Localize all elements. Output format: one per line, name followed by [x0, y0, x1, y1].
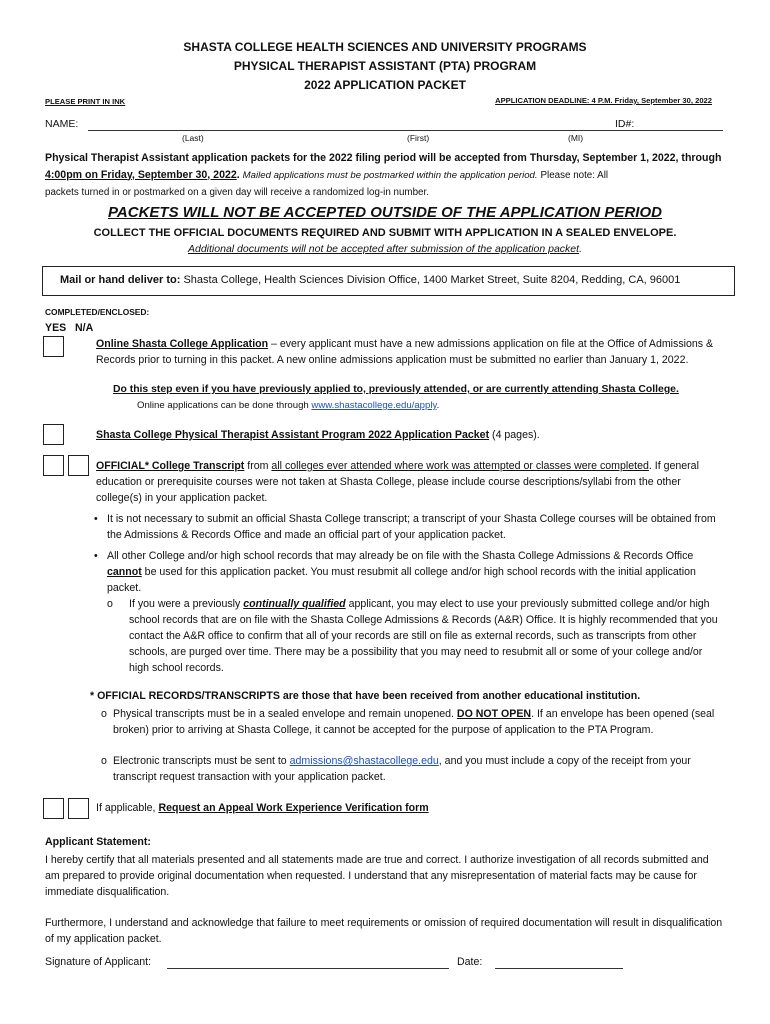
applicant-statement-p2: Furthermore, I understand and acknowledge that failure to meet requirements or omission of required documentation will result in disqualification of my application packet.	[45, 917, 723, 945]
official-marker-icon: o	[101, 755, 107, 767]
official-o2-text	[113, 753, 719, 785]
sub-a: If you were a previously	[129, 598, 244, 610]
item-online-application	[96, 336, 726, 368]
name-row	[45, 118, 723, 132]
applicant-statement-heading: Applicant Statement:	[45, 836, 151, 848]
name-field[interactable]	[88, 130, 658, 131]
id-field[interactable]	[636, 130, 723, 131]
bullet2-b: be used for this application packet. You must resubmit all college and/or high school records with the initial application packet.	[107, 566, 696, 594]
bullet2-text	[107, 548, 719, 596]
last-name-caption: (Last)	[182, 133, 204, 143]
yes-na-header: YES N/A	[45, 322, 94, 334]
additional-docs-end: .	[579, 243, 582, 255]
item1-online-text: Online applications can be done through	[137, 400, 312, 411]
checkbox-appeal-na[interactable]	[68, 798, 89, 819]
admissions-email-link[interactable]: admissions@shastacollege.edu	[289, 755, 439, 767]
signature-row	[45, 956, 725, 972]
completed-enclosed-label: COMPLETED/ENCLOSED:	[45, 307, 150, 317]
item2-title: Shasta College Physical Therapist Assistant Program 2022 Application Packet	[96, 429, 490, 441]
mail-address-box	[42, 266, 735, 296]
bullet1-text: It is not necessary to submit an official Shasta College transcript; a transcript of your Shasta College courses will be obtained from the Admissions & Records Office and made an official part of your application packet.	[107, 513, 716, 541]
signature-label: Signature of Applicant:	[45, 956, 152, 968]
item1-online-note	[137, 400, 439, 411]
official-marker-icon: o	[101, 708, 107, 720]
additional-docs-note	[0, 243, 770, 255]
intro-randomized-note: packets turned in or postmarked on a given day will receive a randomized log-in number.	[45, 187, 429, 198]
official-physical-transcripts	[101, 706, 721, 754]
subbullet-marker-icon: o	[107, 598, 113, 610]
o2-a: Electronic transcripts must be sent to	[113, 755, 290, 767]
item-appeal-form	[96, 802, 429, 814]
item-college-transcript	[96, 458, 726, 506]
item1-title: Online Shasta College Application	[96, 338, 269, 350]
item3-title: OFFICIAL* College Transcript	[96, 460, 245, 472]
bullet-other-records	[96, 548, 721, 596]
official-o1-text	[113, 706, 719, 738]
item3-from: from	[244, 460, 272, 472]
checkbox-transcript-yes[interactable]	[43, 455, 64, 476]
name-label: NAME:	[45, 118, 79, 130]
sub-continually-qualified: continually qualified	[243, 598, 346, 610]
first-name-caption: (First)	[407, 133, 430, 143]
id-label: ID#:	[615, 118, 635, 130]
item-application-packet	[96, 427, 726, 443]
bullet-shasta-transcript	[96, 511, 721, 545]
mail-address: Shasta College, Health Sciences Division Office, 1400 Market Street, Suite 8204, Redding, CA, 96001	[183, 274, 681, 286]
mail-label: Mail or hand deliver to:	[60, 274, 181, 286]
middle-initial-caption: (MI)	[568, 133, 584, 143]
subbullet-text	[129, 596, 723, 676]
signature-field[interactable]	[167, 968, 449, 969]
official-electronic-transcripts	[101, 753, 721, 785]
appeal-prefix: If applicable,	[96, 802, 159, 814]
bullet-dot-icon: •	[94, 513, 98, 525]
application-deadline: APPLICATION DEADLINE: 4 P.M. Friday, September 30, 2022	[495, 96, 712, 105]
additional-docs-text: Additional documents will not be accepted after submission of the application packet	[188, 243, 580, 255]
bullet2-a: All other College and/or high school records that may already be on file with the Shasta College Admissions & Records Office	[107, 550, 694, 562]
print-in-ink-note: PLEASE PRINT IN INK	[45, 97, 126, 106]
intro-deadline: 4:00pm on Friday, September 30, 2022	[45, 168, 237, 181]
item1-online-end: .	[436, 400, 440, 411]
checkbox-transcript-na[interactable]	[68, 455, 89, 476]
title-line-3: 2022 APPLICATION PACKET	[304, 78, 466, 92]
item3-all-colleges: all colleges ever attended where work was attempted or classes were completed	[271, 460, 649, 472]
collect-instruction: COLLECT THE OFFICIAL DOCUMENTS REQUIRED AND SUBMIT WITH APPLICATION IN A SEALED ENVELOPE.	[93, 227, 677, 239]
warning-heading: PACKETS WILL NOT BE ACCEPTED OUTSIDE OF THE APPLICATION PERIOD	[108, 204, 662, 221]
subbullet-continually-qualified	[107, 596, 722, 676]
appeal-title: Request an Appeal Work Experience Verification form	[158, 802, 429, 814]
sub-b: applicant, you may elect to use your previously submitted college and/or high school records that are on file with the Shasta College Admissions & Records (A&R) Office. It is highly recommended that you contact the A&R office to confirm that all of your records are still on file as external records, such as transcripts from other schools, are purged over time. There may be a possibility that you may need to resubmit all or some of your college and/or high school records.	[129, 598, 718, 674]
bullet2-cannot: cannot	[107, 566, 142, 578]
bullet-dot-icon: •	[94, 550, 98, 562]
intro-mailed-note: Mailed applications must be postmarked within the application period.	[242, 169, 538, 181]
o1-b: . If an envelope has been opened (seal broken) prior to arriving at Shasta College, it cannot be accepted for the purpose of application to the PTA Program.	[113, 708, 715, 736]
item2-text: (4 pages).	[489, 429, 540, 441]
item3-text: . If general education or prerequisite courses were not taken at Shasta College, please include course descriptions/syllabi from the other college(s) in your application packet.	[96, 460, 699, 504]
date-field[interactable]	[495, 968, 623, 969]
o1-a: Physical transcripts must be in a sealed envelope and remain unopened.	[113, 708, 457, 720]
checkbox-application-packet-yes[interactable]	[43, 424, 64, 445]
title-line-2: PHYSICAL THERAPIST ASSISTANT (PTA) PROGRAM	[233, 59, 537, 73]
document-title	[0, 38, 770, 95]
o2-b: , and you must include a copy of the receipt from your transcript request transaction with your application packet.	[113, 755, 691, 783]
date-label: Date:	[457, 956, 483, 968]
intro-paragraph	[45, 150, 725, 202]
checkbox-appeal-yes[interactable]	[43, 798, 64, 819]
applicant-statement-p1: I hereby certify that all materials presented and all statements made are true and correct. I authorize investigation of all records submitted and am prepared to provide original documentation when requested. I understand that any misrepresentation of material facts may be cause for immediate disqualification.	[45, 854, 709, 898]
item1-do-this-step: Do this step even if you have previously applied to, previously attended, or are currently attending Shasta College.	[113, 384, 679, 395]
intro-please-note: Please note: All	[540, 169, 609, 181]
title-line-1: SHASTA COLLEGE HEALTH SCIENCES AND UNIVERSITY PROGRAMS	[183, 40, 587, 54]
apply-link[interactable]: www.shastacollege.edu/apply	[311, 400, 437, 411]
official-records-heading: * OFFICIAL RECORDS/TRANSCRIPTS are those that have been received from another educational institution.	[90, 690, 641, 702]
intro-bold: Physical Therapist Assistant application packets for the 2022 filing period will be accepted from Thursday, September 1, 2022, through	[45, 152, 722, 164]
item1-text: – every applicant must have a new admissions application on file at the Office of Admissions & Records prior to turning in this packet. A new online admissions application must be submitted no earlier than January 1, 2022.	[96, 338, 714, 366]
checkbox-online-application-yes[interactable]	[43, 336, 64, 357]
intro-bold-end: .	[236, 168, 240, 181]
o1-do-not-open: DO NOT OPEN	[456, 708, 532, 720]
